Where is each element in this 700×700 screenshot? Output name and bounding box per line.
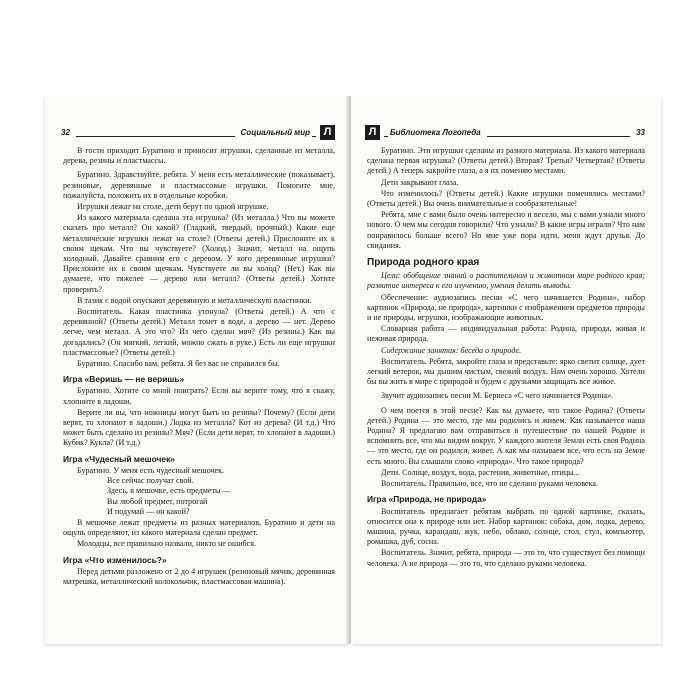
- poem-line: Все сейчас получат свой.: [107, 476, 194, 486]
- page-number: 32: [61, 127, 70, 137]
- paragraph: Дети. Солнце, воздух, вода, растения, животные, птицы...: [381, 467, 580, 477]
- paragraph: Воспитатель. Ребята, закройте глаза и представьте: ярко светит солнце, дует легкий ветерок, мы дышим чистым, свежий воздух. Нам очень хорошо. Хотели бы вы жить в мире с природой и будем с друзьями защищать все живое.: [367, 356, 645, 387]
- paragraph: Воспитатель предлагает ребятам выбрать по одной картинке, сказать, относится она к природе или нет. Набор картинок: собака, дом, лодка, дерево, машина, ручка, карандаш, жук, небо, облако, солнце, стол, стул, компьютер, ромашка, дуб, сосна.: [367, 506, 645, 547]
- poem-line: И подумай — он какой?: [107, 506, 190, 516]
- paragraph: Цели: обобщение знаний о растительном и животном мире родного края; развитие интереса к его изучению, умения делать выводы.: [367, 271, 645, 291]
- paragraph: Буратино. Здравствуйте, ребята. У меня есть металлические (показывает), резиновые, деревянные и пластмассовые игрушки. Помогите мне, пожалуйста, положить их в отдельные коробки.: [63, 170, 335, 200]
- right-page-body: [367, 146, 645, 636]
- paragraph: Обеспечение: аудиозапись песни «С чего начинается Родина», набор картинок «Природа, не природа», картинки с изображением предметов природы и не природы, игрушки, изображающие животных.: [367, 292, 645, 323]
- paragraph: Ребята, мне с вами было очень интересно и весело, мы с вами узнали много нового. О чем мы сегодня говорили? Что узнали? В какие игры играли? Что нам понравилось больше всего? Но мне уже пора идти, меня ждут друзья. До свидания.: [367, 210, 645, 250]
- paragraph: Буратино. Хотите со мной поиграть? Если вы верите тому, что я скажу, хлопните в ладоши.: [63, 386, 335, 406]
- paragraph: Из какого материала сделана эта игрушка? (Из металла.) Что вы можете сказать про металл? Он какой? (Гладкий, твердый, прочный.) Какие еще металлические игрушки лежат на столе? (Ответы детей.) Прислоните их к своим щекам. Что вы чувствуете? (Холод.) Значит, металл на ощупь холодный. Давайте сравним его с деревом. У кого деревянные игрушки? Прислоните их к своим щечкам. Чувствуете ли вы холод? (Нет.) Как вы думаете, что тяжелее — дерево или металл? (Ответы детей.) Хотите проверить?: [63, 213, 335, 294]
- section-heading: Природа родного края: [367, 257, 480, 269]
- left-page-header: [61, 124, 335, 140]
- poem-line: Буратино. У меня есть чудесный мешочек.: [77, 465, 225, 475]
- paragraph: Воспитатель. Правильно, все, что не сделано руками человека.: [381, 479, 598, 489]
- header-rule: [76, 128, 235, 137]
- left-page-body: [63, 146, 335, 636]
- paragraph: В гости приходит Буратино и приносит игрушки, сделанные из металла, дерева, резины и пластмассы.: [63, 146, 335, 166]
- paragraph: Буратино. Спасибо вам, ребята. Я без вас не справился бы.: [77, 359, 280, 369]
- section-heading: Игра «Чудесный мешочек»: [63, 453, 175, 464]
- poem-line: Здесь, в мешочке, есть предметы —: [107, 486, 231, 496]
- header-rule: [312, 128, 316, 137]
- paragraph: Содержание занятия: беседа о природе.: [381, 345, 522, 355]
- left-page: [45, 96, 349, 644]
- paragraph: Воспитатель. Значит, ребята, природа — это то, что существует без помощи человека. А не природа — это то, что сделано руками человека.: [367, 548, 645, 568]
- paragraph: Перед детьми разложено от 2 до 4 игрушек (резиновый мячик, деревянная матрешка, металлический колокольчик, пластмассовая машина).: [63, 566, 335, 586]
- right-page: [351, 96, 661, 644]
- header-rule: [384, 128, 388, 137]
- header-rule: [487, 128, 630, 137]
- paragraph: Буратино. Эти игрушки сделаны из разного материала. Из какого материала сделана первая игрушка? (Ответы детей.) Вторая? Третья? Четвертая? (Ответы детей.) А теперь закройте глаза, а я их поменяю местами.: [367, 146, 645, 176]
- paragraph: Молодцы, все правильно назвали, никто не ошибся.: [77, 539, 256, 549]
- paragraph: Верите ли вы, что ножницы могут быть из резины? Почему? (Если дети верят, то хлопают в ладоши.) Лодка из металла? Кот из дерева? (И т.д.) Что может быть сделано из резины? Мяч? (Если дети верят, то хлопают в ладоши.) Кубик? Кукла? (И т.д.): [63, 407, 335, 448]
- paragraph: Воспитатель. Какая пластинка утонула? (Ответы детей.) А что с деревянной? (Ответы детей.) Металл тонет в воде, а дерево — нет. Дерево легче, чем металл. А это что? Из чего сделан мяч? (Из резины.) Как вы догадались? (Он мягкий, легкий, можно сжать в руке.) Есть ли еще игрушки пластмассовые? (Ответы детей.): [63, 307, 335, 357]
- right-page-header: [365, 124, 645, 140]
- section-heading: Игра «Веришь — не веришь»: [63, 374, 185, 385]
- paragraph: О чем поется в этой песне? Как вы думаете, что такое Родина? (Ответы детей.) Родина — это место, где мы родились и живем. Как называется наша Родина? Я предлагаю вам отправиться в путешествие по нашей Родине и вспомнить все, что мы видим вокруг. У каждого жителя Земли есть своя Родина — это место, где он родился, живет. А как мы называем все, что есть на Земле есть много. Вы слышали слово «природа». Что такое природа?: [367, 405, 645, 466]
- paragraph: В тазик с водой опускают деревянную и металлическую пластинки.: [77, 295, 312, 305]
- publisher-logo: Л: [320, 125, 335, 140]
- section-heading: Игра «Что изменилось?»: [63, 554, 167, 565]
- paragraph: Дети закрывают глаза.: [381, 177, 459, 187]
- paragraph: В мешочке лежат предметы из разных материалов, Буратино и дети на ощупь определяют, из какого материала сделан предмет.: [63, 517, 335, 538]
- poem: [63, 466, 335, 517]
- paragraph: Что изменилось? (Ответы детей.) Какие игрушки поменялись местами? (Ответы детей.) Вы очень внимательные и сообразительные!: [367, 188, 645, 209]
- running-title: Библиотека Логопеда: [390, 127, 481, 137]
- page-number: 33: [636, 127, 645, 137]
- running-title: Социальный мир: [240, 127, 310, 137]
- publisher-logo: Л: [365, 125, 380, 140]
- section-heading: Игра «Природа, не природа»: [367, 494, 487, 505]
- paragraph: Звучит аудиозапись песни М. Бернеса «С чего начинается Родина».: [381, 391, 614, 401]
- paragraph: Игрушки лежат на столе, дети берут по одной игрушке.: [77, 202, 269, 212]
- paragraph: Словарная работа — индивидуальная работа: Родина, природа, живая и неживая природа.: [367, 324, 645, 344]
- poem-line: Вы любой предмет, потрогай: [107, 496, 208, 506]
